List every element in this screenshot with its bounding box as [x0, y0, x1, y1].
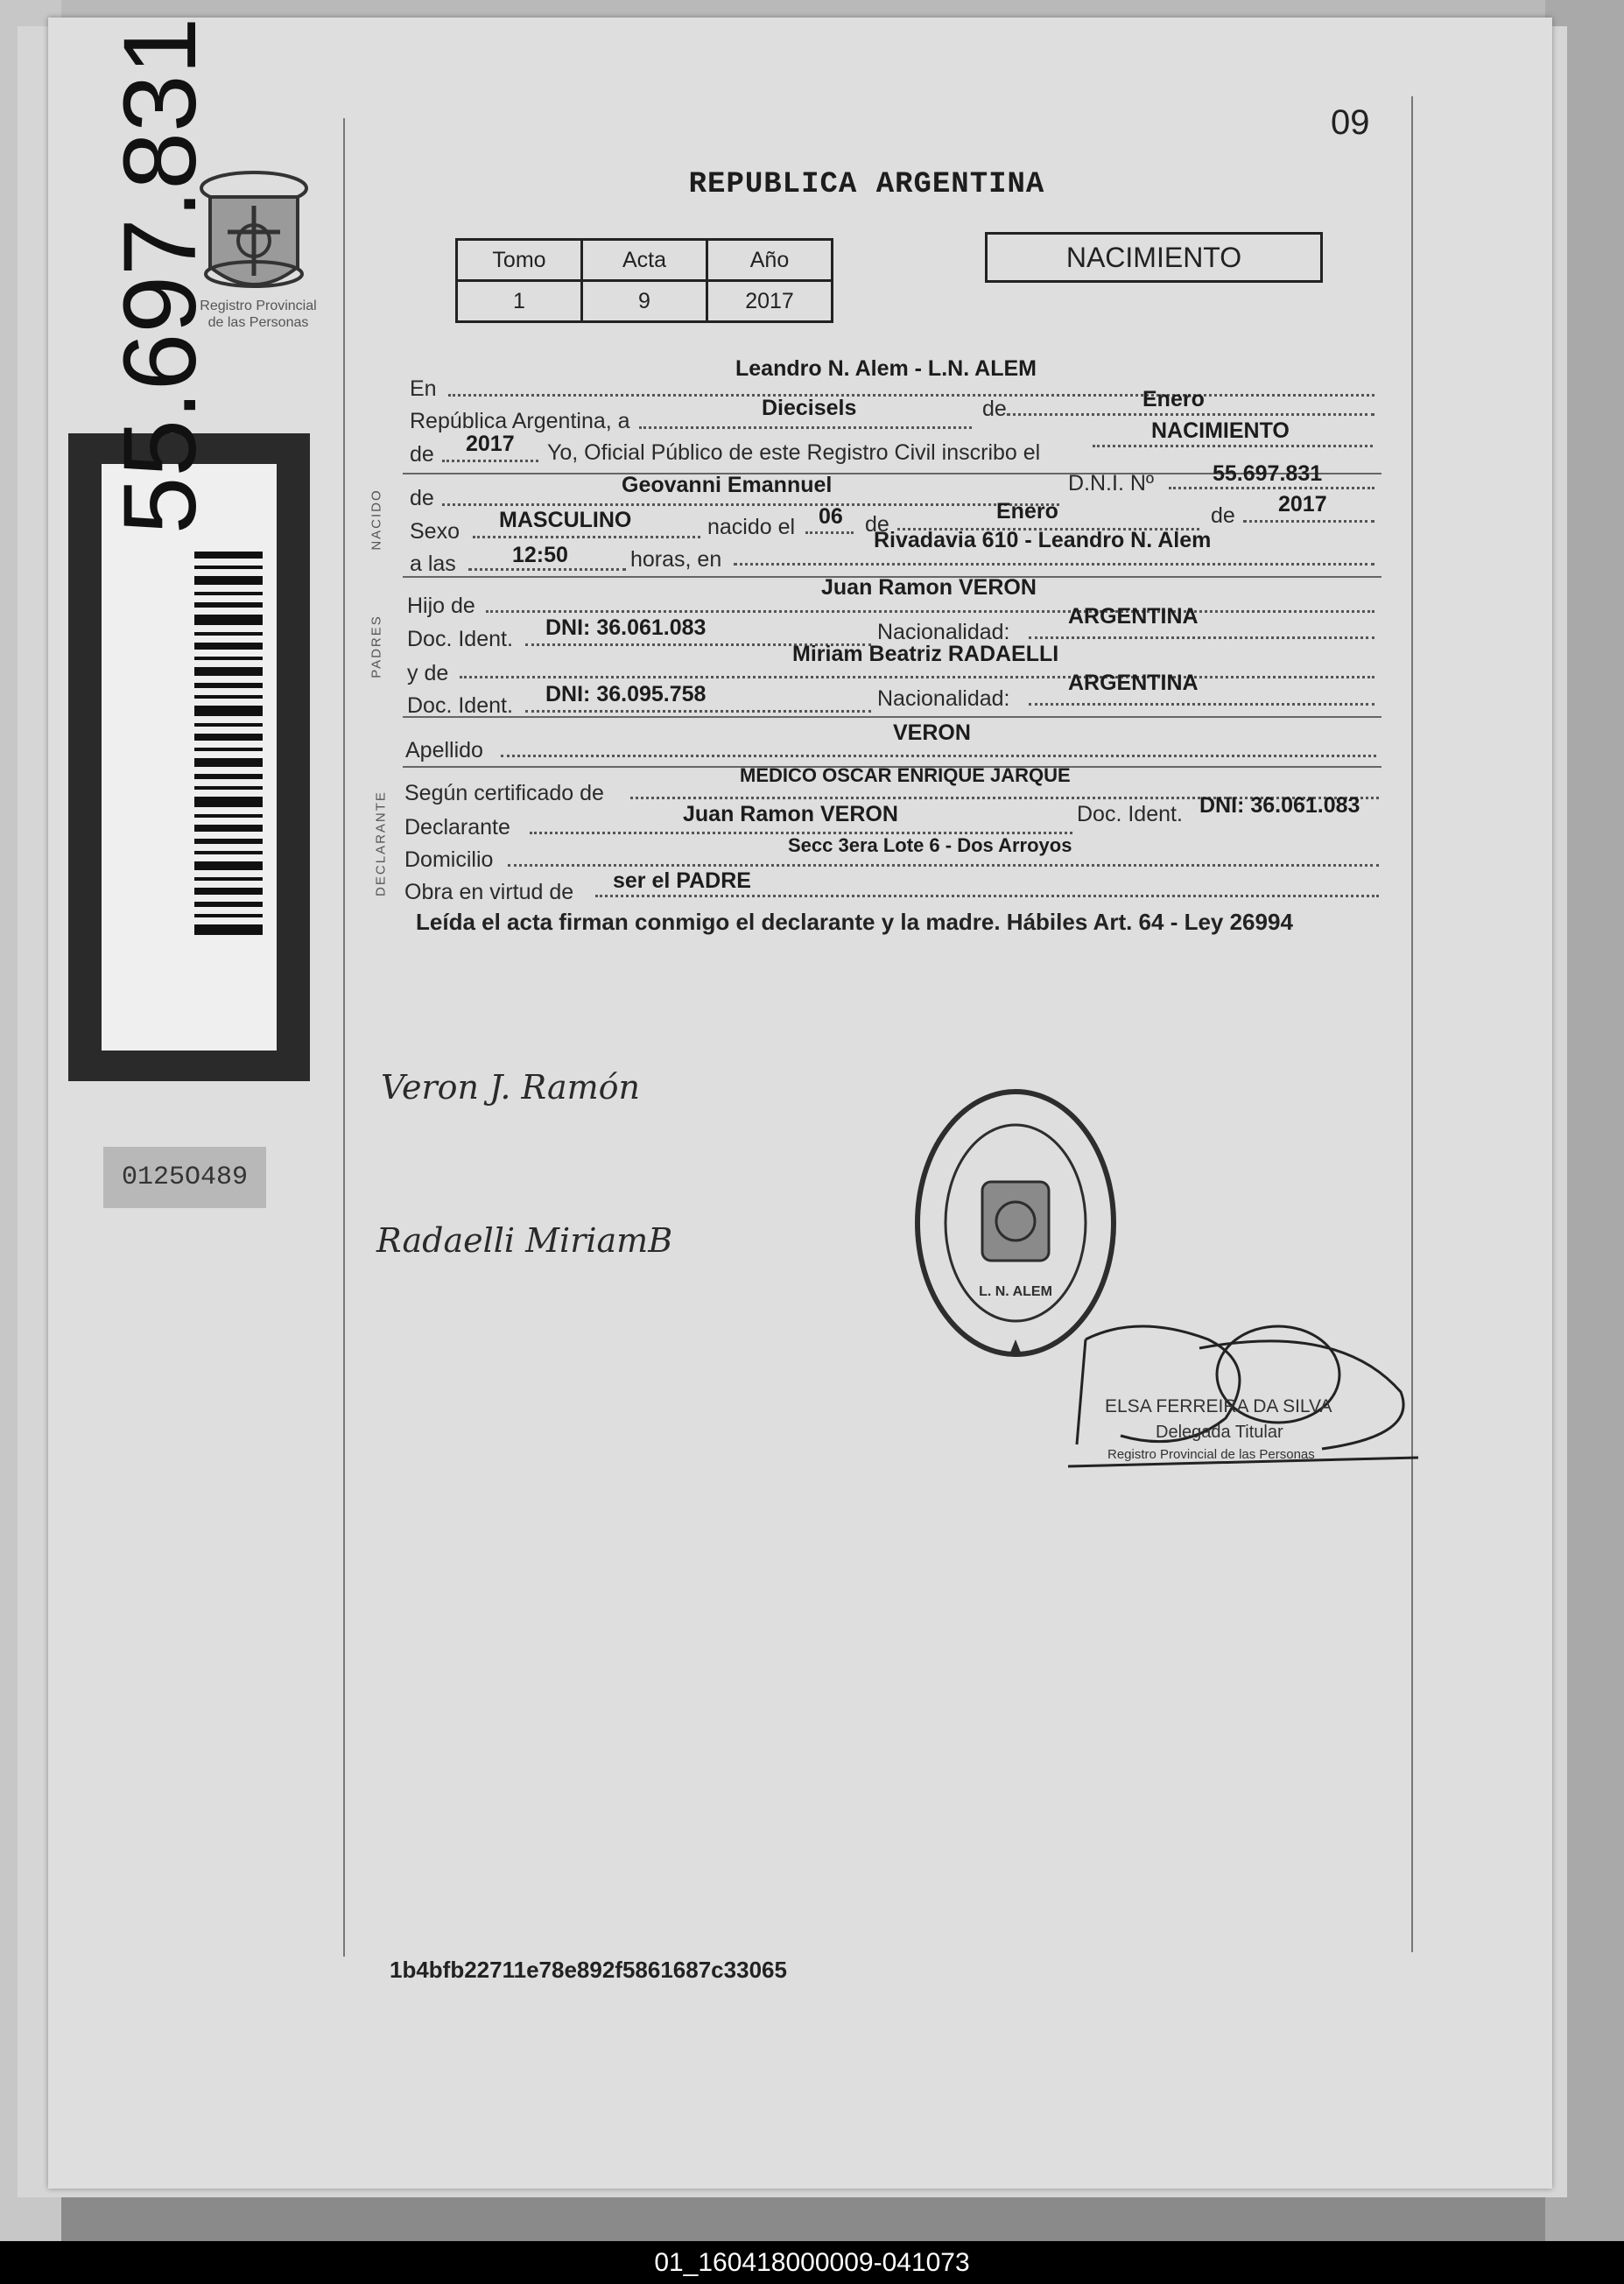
mother-nationality-value: ARGENTINA [1068, 671, 1199, 695]
certificado-label: Según certificado de [404, 781, 604, 805]
father-nationality-value: ARGENTINA [1068, 604, 1199, 629]
horas-en-label: horas, en [630, 547, 722, 572]
footer-caption: 01_160418000009-041073 [0, 2241, 1624, 2284]
inscribe-dots [1093, 445, 1373, 447]
birth-de-label: de [865, 512, 889, 537]
registry-stamp-icon [910, 1086, 1121, 1361]
declarante-doc-value: DNI: 36.061.083 [1199, 793, 1360, 818]
sexo-dots [473, 536, 700, 538]
delegate-org: Registro Provincial de las Personas [1107, 1447, 1315, 1462]
a-las-label: a las [410, 552, 456, 576]
obra-label: Obra en virtud de [404, 880, 574, 904]
document-title: REPUBLICA ARGENTINA [688, 168, 1045, 201]
act-type-box: NACIMIENTO [985, 232, 1323, 283]
y-de-label: y de [407, 661, 449, 685]
delegate-name: ELSA FERREIRA DA SILVA [1105, 1396, 1332, 1416]
closing-note: Leída el acta firman conmigo el declarante y la madre. Hábiles Art. 64 - Ley 26994 [416, 909, 1293, 935]
de-label: de [982, 397, 1007, 421]
birth-year-dots [1243, 520, 1374, 523]
obra-dots [595, 895, 1379, 897]
acta-header: Acta [582, 240, 707, 281]
declarante-doc-label: Doc. Ident. [1077, 802, 1183, 826]
birth-time-value: 12:50 [512, 543, 568, 567]
sexo-label: Sexo [410, 519, 460, 544]
mother-doc-value: DNI: 36.095.758 [545, 682, 707, 706]
mother-dots [460, 676, 1374, 678]
birth-month-value: Enero [996, 499, 1058, 524]
day-value: Diecisels [762, 396, 857, 420]
year-dots [442, 460, 538, 462]
year-label: de [410, 442, 434, 467]
barcode-icon [194, 552, 263, 945]
certificado-value: MEDICO OSCAR ENRIQUE JARQUE [740, 764, 1071, 786]
nacido-el-label: nacido el [707, 515, 796, 539]
birth-day-value: 06 [819, 504, 843, 529]
birth-year-value: 2017 [1278, 492, 1327, 517]
dni-dots [1169, 487, 1374, 489]
domicilio-dots [508, 864, 1379, 867]
father-dots [486, 610, 1374, 613]
domicilio-value: Secc 3era Lote 6 - Dos Arroyos [788, 834, 1072, 856]
acta-value: 9 [582, 281, 707, 322]
father-nationality-label: Nacionalidad: [877, 620, 1010, 644]
obra-value: ser el PADRE [613, 868, 751, 893]
mother-name-value: Miriam Beatriz RADAELLI [792, 642, 1059, 666]
separator-3 [403, 716, 1381, 718]
control-code: 0125O489 [103, 1147, 266, 1208]
day-dots [639, 426, 972, 429]
dni-value: 55.697.831 [1213, 461, 1323, 486]
oficial-text: Yo, Oficial Público de este Registro Civil inscribo el [547, 440, 1041, 465]
month-value: Enero [1142, 387, 1205, 411]
document-page [48, 18, 1552, 2189]
time-dots [468, 568, 626, 571]
barcode-number: 55.697.831 [102, 17, 218, 535]
en-label: En [410, 376, 437, 401]
nombre-label: de [410, 486, 434, 510]
father-nationality-dots [1029, 636, 1374, 639]
father-doc-label: Doc. Ident. [407, 627, 513, 651]
padres-side-label: PADRES [369, 615, 384, 678]
registry-label-line2: de las Personas [207, 315, 309, 330]
inscribe-type: NACIMIENTO [1151, 418, 1290, 443]
father-signature: Veron J. Ramón [381, 1068, 641, 1107]
hijo-de-label: Hijo de [407, 594, 475, 618]
anio-value: 2017 [707, 281, 833, 322]
mother-nationality-label: Nacionalidad: [877, 686, 1010, 711]
nacido-side-label: NACIDO [369, 488, 384, 551]
declarante-value: Juan Ramon VERON [683, 802, 898, 826]
tomo-value: 1 [457, 281, 582, 322]
dni-label: D.N.I. Nº [1068, 471, 1155, 495]
act-table-value-row [457, 281, 833, 322]
mother-signature: Radaelli MiriamB [376, 1221, 673, 1260]
father-doc-value: DNI: 36.061.083 [545, 615, 707, 640]
act-table-header-row [457, 240, 833, 281]
sexo-value: MASCULINO [499, 508, 632, 532]
document-hash: 1b4bfb22711e78e892f5861687c33065 [390, 1957, 787, 1983]
left-margin-line [343, 118, 345, 1957]
page-number: 09 [1331, 103, 1370, 142]
birth-de2-label: de [1211, 503, 1235, 528]
nombre-dots [442, 503, 1059, 506]
right-margin-line [1411, 96, 1413, 1952]
father-name-value: Juan Ramon VERON [821, 575, 1037, 600]
month-dots [1007, 413, 1374, 416]
declarante-side-label: DECLARANTE [373, 791, 389, 896]
place-value: Leandro N. Alem - L.N. ALEM [735, 356, 1037, 381]
mother-nationality-dots [1029, 703, 1374, 706]
delegate-role: Delegada Titular [1156, 1423, 1283, 1442]
birth-day-dots [805, 531, 854, 534]
tomo-header: Tomo [457, 240, 582, 281]
anio-header: Año [707, 240, 833, 281]
place-dots [448, 394, 1374, 397]
apellido-dots [501, 755, 1376, 757]
registry-label-line1: Registro Provincial [200, 299, 317, 313]
year-value: 2017 [466, 432, 515, 456]
apellido-label: Apellido [405, 738, 483, 763]
apellido-value: VERON [893, 720, 971, 745]
declarante-label: Declarante [404, 815, 510, 840]
birth-place-dots [734, 563, 1374, 566]
stamp-center-text: L. N. ALEM [979, 1284, 1052, 1299]
act-table [455, 238, 833, 323]
birth-place-value: Rivadavia 610 - Leandro N. Alem [874, 528, 1212, 552]
mother-doc-label: Doc. Ident. [407, 693, 513, 718]
domicilio-label: Domicilio [404, 847, 494, 872]
republica-label: República Argentina, a [410, 409, 630, 433]
mother-doc-dots [525, 710, 871, 713]
nombre-value: Geovanni Emannuel [622, 473, 833, 497]
